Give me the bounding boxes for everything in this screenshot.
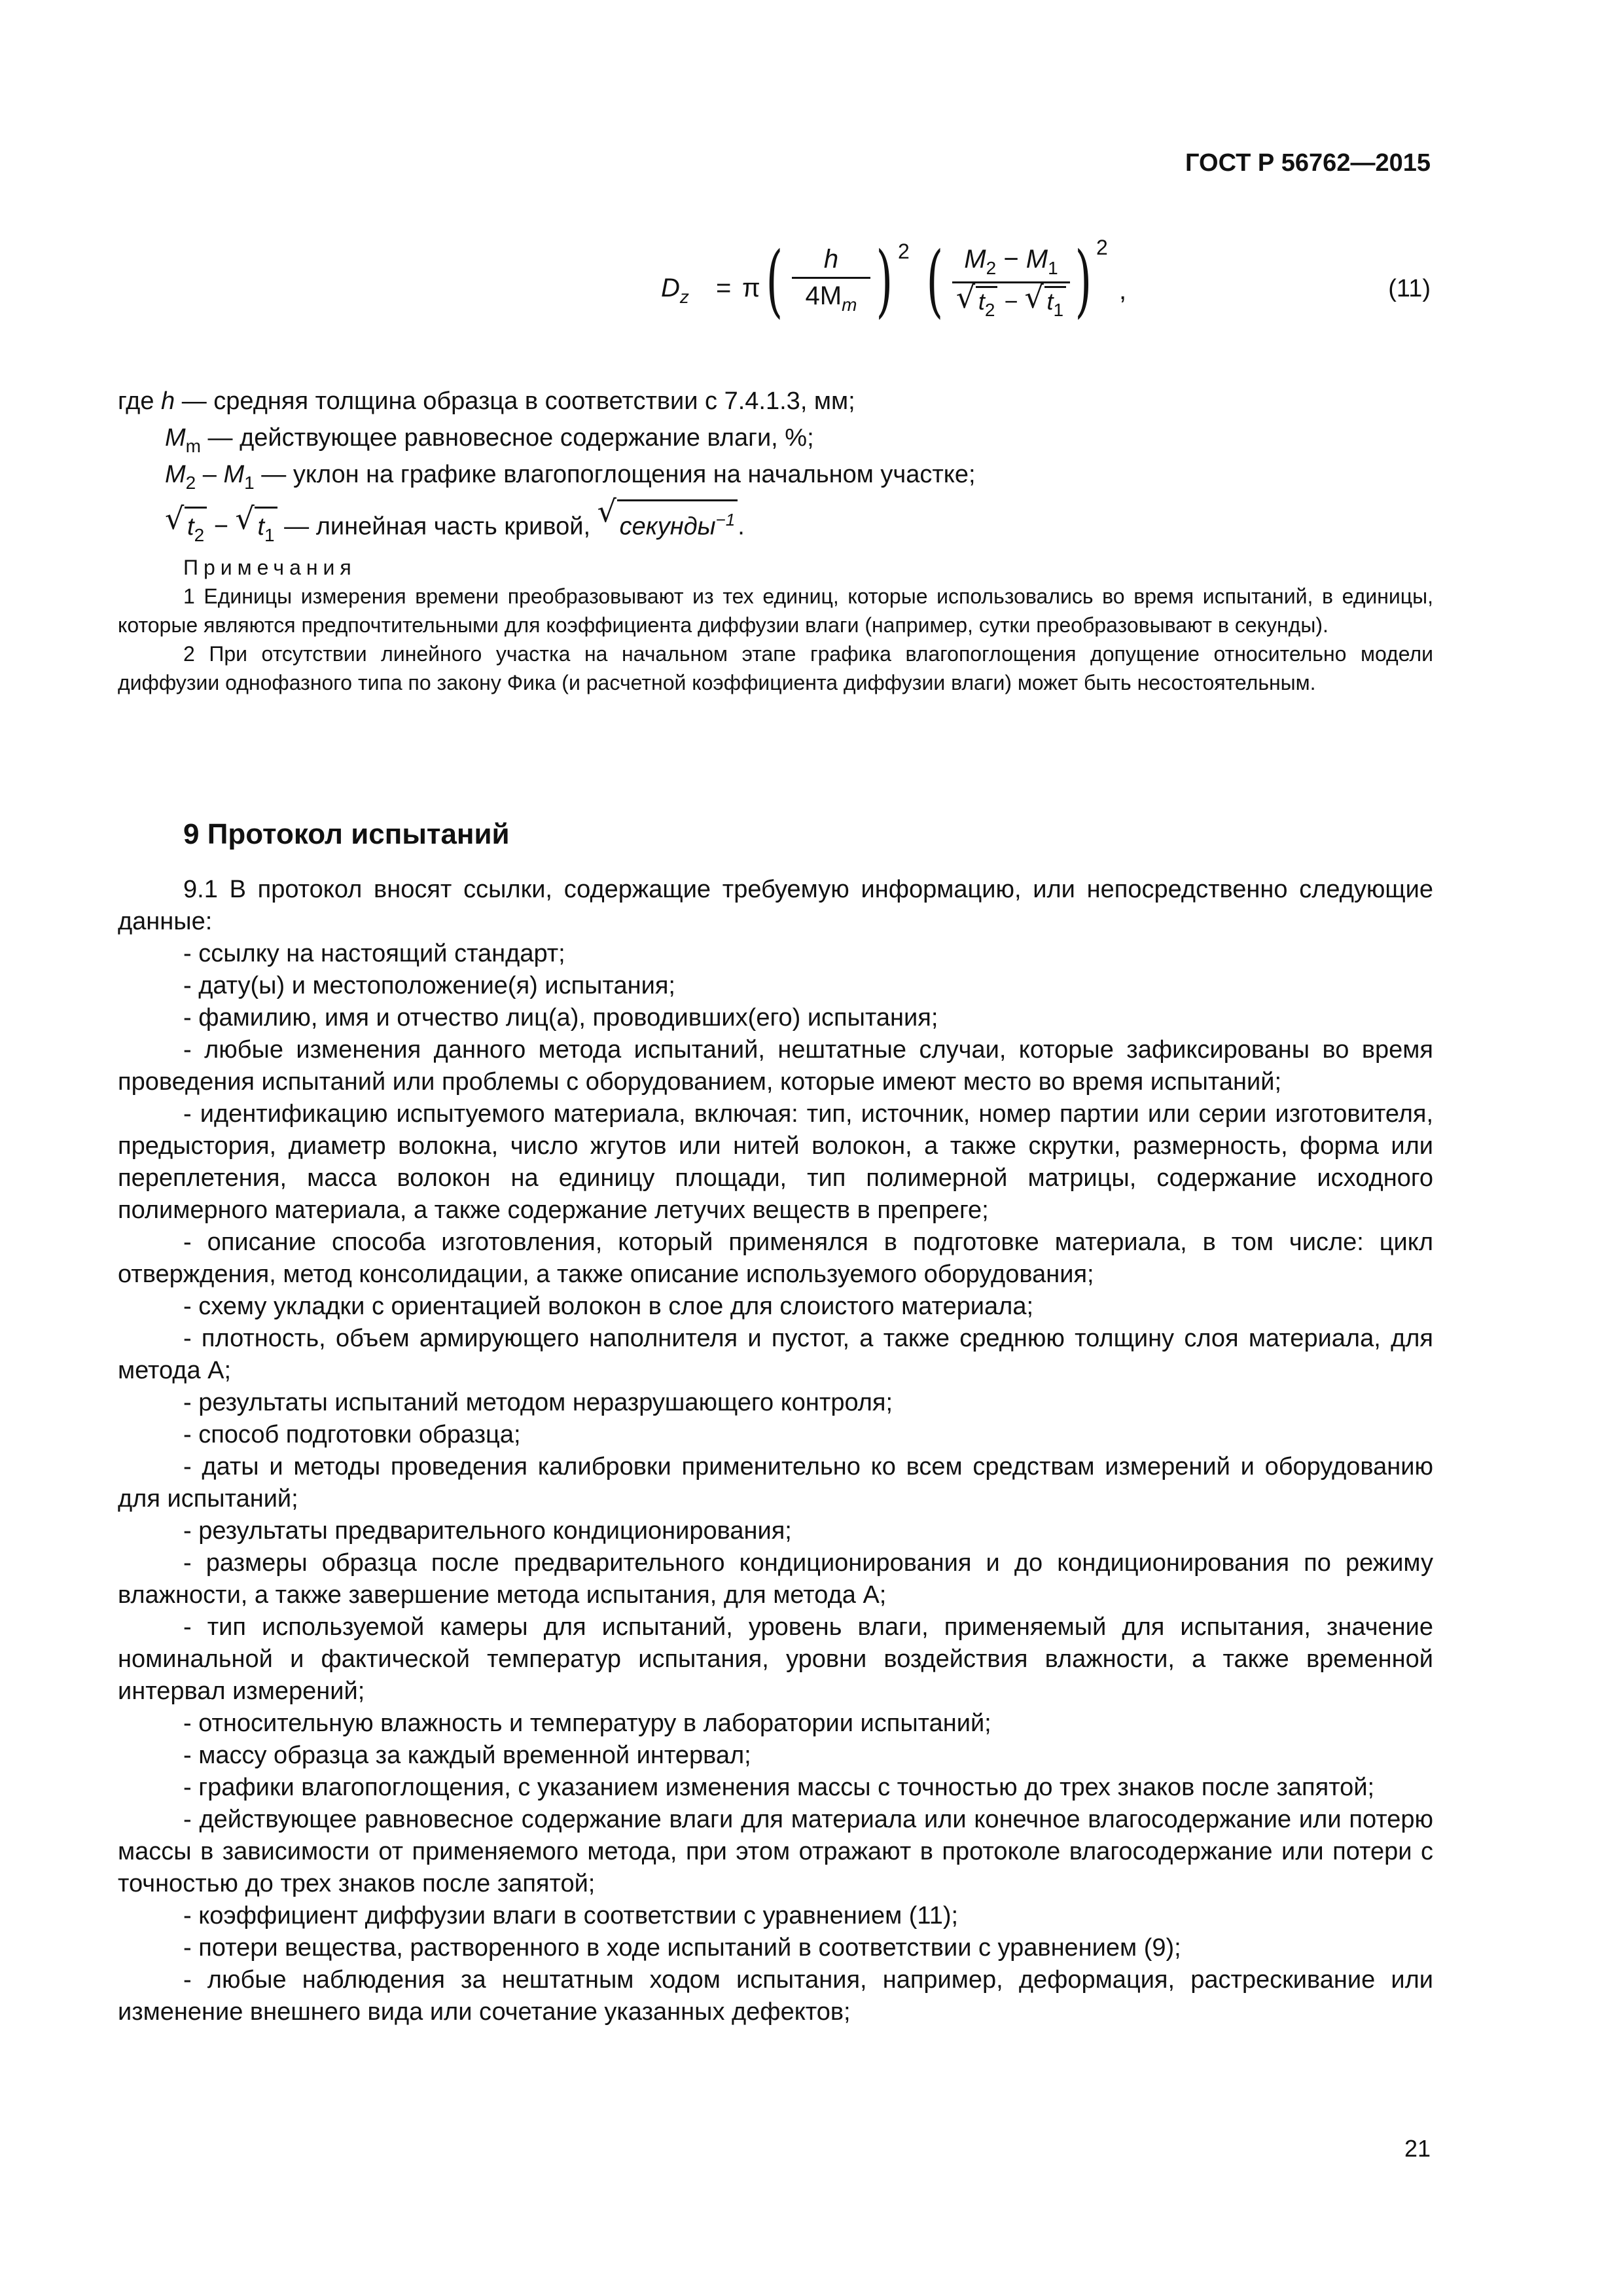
- notes-block: [118, 553, 1433, 697]
- formula-exponent-2: 2: [1096, 236, 1108, 259]
- list-item: - результаты предварительного кондиционирования;: [183, 1517, 792, 1545]
- definition-slope: $M_2 - M_1$ — уклон на графике влагопоглощения на начальном участке;: [165, 461, 976, 493]
- list-item: - массу образца за каждый временной интервал;: [183, 1742, 751, 1769]
- list-item: - графики влагопоглощения, с указанием изменения массы с точностью до трех знаков после запятой;: [183, 1774, 1375, 1801]
- list-item: - плотность, объем армирующего наполнителя и пустот, а также среднюю толщину слоя материала, для метода А;: [118, 1325, 1433, 1384]
- document-header-code: ГОСТ Р 56762—2015: [1185, 149, 1431, 177]
- formula-fraction-2: $M_2 - M_1$ √ $t_2$ − √ $t_1$: [952, 245, 1070, 321]
- note-item: 1 Единицы измерения времени преобразовывают из тех единиц, которые использовались во время испытаний, в единицы, которые являются предпочтительными для коэффициента диффузии влаги (например, сутки преобразовывают в секунды).: [118, 584, 1433, 637]
- list-item: - даты и методы проведения калибровки применительно ко всем средствам измерений и оборудованию для испытаний;: [118, 1453, 1433, 1513]
- list-item: - способ подготовки образца;: [183, 1421, 521, 1448]
- list-item: - описание способа изготовления, который применялся в подготовке материала, в том числе: цикл отверждения, метод консолидации, а также описание используемого оборудования;: [118, 1229, 1433, 1288]
- equation-number: (11): [1388, 275, 1431, 302]
- formula-paren-open-2: (: [926, 236, 944, 327]
- definition-sqrt-t: √ $t_2$ − √ $t_1$ — линейная часть кривой, √ секунды$^{-1}$ .: [165, 499, 745, 554]
- diffusion-formula: [661, 236, 1127, 347]
- list-item: - ссылку на настоящий стандарт;: [183, 940, 565, 967]
- list-item: - любые изменения данного метода испытаний, нештатные случаи, которые зафиксированы во время проведения испытаний или проблемы с оборудованием, которые имеют место во время испытаний;: [118, 1036, 1433, 1096]
- list-item: - действующее равновесное содержание влаги для материала или конечное влагосодержание или потерю массы в зависимости от применяемого метода, при этом отражают в протоколе влагосодержание или потери с точностью до трех знаков после запятой;: [118, 1806, 1433, 1897]
- list-item: - схему укладки с ориентацией волокон в слое для слоистого материала;: [183, 1293, 1034, 1320]
- list-item: - дату(ы) и местоположение(я) испытания;: [183, 972, 675, 999]
- list-item: - результаты испытаний методом неразрушающего контроля;: [183, 1389, 893, 1416]
- page-number: 21: [1404, 2135, 1431, 2162]
- definition-h: где h — средняя толщина образца в соответствии с 7.4.1.3, мм;: [118, 387, 855, 415]
- formula-exponent-1: 2: [898, 240, 910, 263]
- formula-equals: =: [716, 274, 732, 302]
- list-item: - потери вещества, растворенного в ходе испытаний в соответствии с уравнением (9);: [183, 1934, 1181, 1962]
- formula-comma: ,: [1119, 276, 1127, 305]
- list-item: - тип используемой камеры для испытаний, уровень влаги, применяемый для испытания, значение номинальной и фактической температур испытания, уровни воздействия влажности, а также временной интервал измерений;: [118, 1613, 1433, 1705]
- list-item: - относительную влажность и температуру в лаборатории испытаний;: [183, 1710, 991, 1737]
- list-item: - размеры образца после предварительного кондиционирования и до кондиционирования по режиму влажности, а также завершение метода испытания, для метода А;: [118, 1549, 1433, 1609]
- list-item: - коэффициент диффузии влаги в соответствии с уравнением (11);: [183, 1902, 959, 1929]
- formula-paren-open-1: (: [766, 236, 783, 327]
- formula-paren-close-1: ): [876, 236, 893, 327]
- note-item: 2 При отсутствии линейного участка на начальном этапе графика влагопоглощения допущение относительно модели диффузии однофазного типа по закону Фика (и расчетной коэффициента диффузии влаги) может быть несостоятельным.: [118, 642, 1433, 694]
- list-item: - фамилию, имя и отчество лиц(а), проводивших(его) испытания;: [183, 1004, 938, 1031]
- body-paragraph: 9.1 В протокол вносят ссылки, содержащие требуемую информацию, или непосредственно следующие данные:: [118, 876, 1433, 935]
- formula-fraction-1: h $4M_m$: [792, 245, 870, 315]
- notes-title: Примечания: [183, 556, 357, 579]
- list-item: - любые наблюдения за нештатным ходом испытания, например, деформация, растрескивание или изменение внешнего вида или сочетание указанных дефектов;: [118, 1966, 1433, 2026]
- list-item: - идентификацию испытуемого материала, включая: тип, источник, номер партии или серии изготовителя, предыстория, диаметр волокна, число жгутов или нитей волокон, а также скрутки, размерность, форма или переплетения, масса волокон на единицу площади, тип полимерной матрицы, содержание исходного полимерного материала, а также содержание летучих веществ в препреге;: [118, 1100, 1433, 1224]
- section-title: 9 Протокол испытаний: [183, 818, 510, 850]
- formula-paren-close-2: ): [1075, 236, 1092, 327]
- formula-pi: π: [742, 274, 760, 302]
- formula-lhs: $D_z$: [661, 274, 689, 307]
- section-body: [118, 874, 1433, 2028]
- definition-mm: $M_m$ — действующее равновесное содержание влаги, %;: [165, 424, 814, 456]
